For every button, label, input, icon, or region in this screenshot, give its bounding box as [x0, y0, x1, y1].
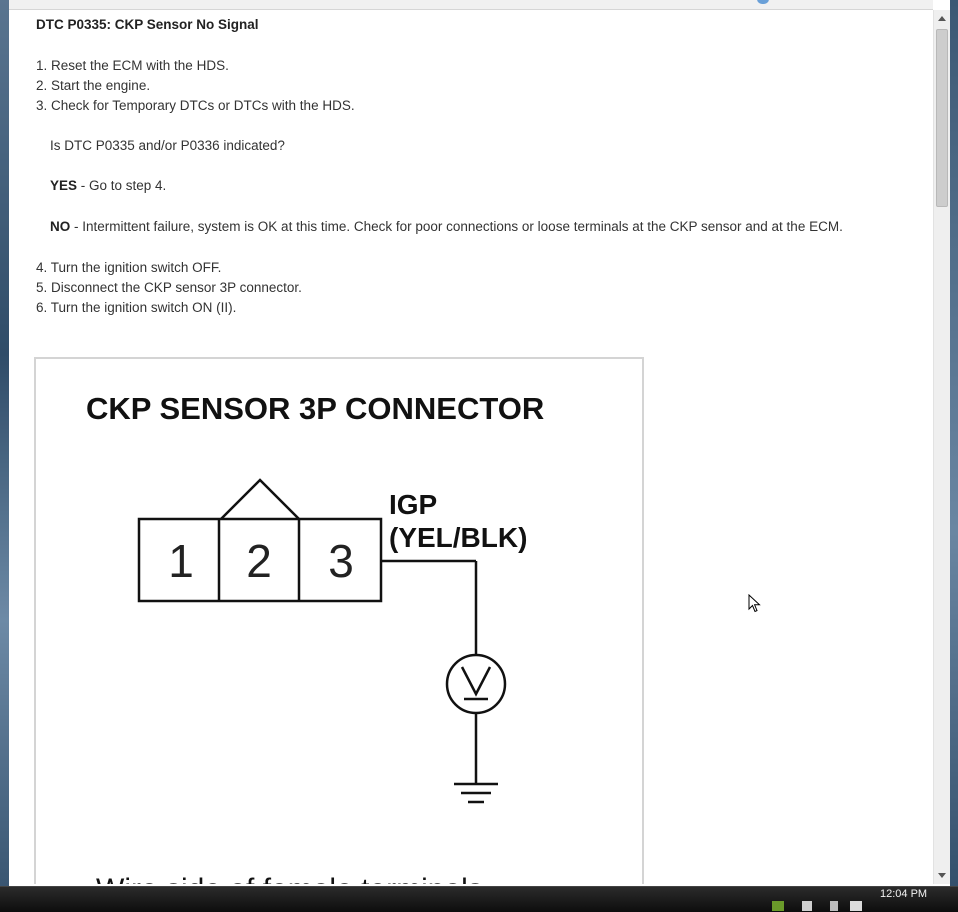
diagram-caption: [96, 873, 483, 884]
no-answer: [50, 217, 843, 237]
voltmeter-v-mark: [462, 667, 490, 694]
connector-diagram: [34, 357, 644, 884]
pin-label: 2: [246, 535, 272, 587]
wire-color-label: (YEL/BLK): [389, 522, 528, 553]
desktop-left-edge: [0, 0, 9, 886]
window-top-frame: [9, 0, 933, 10]
step-item: 6. Turn the ignition switch ON (II).: [36, 300, 237, 315]
scroll-up-arrow-icon[interactable]: [934, 10, 950, 27]
step-item: 1. Reset the ECM with the HDS.: [36, 58, 229, 73]
step-item: 2. Start the engine.: [36, 78, 151, 93]
voltmeter-symbol-icon: [447, 655, 505, 713]
pin-label: 3: [328, 535, 354, 587]
vertical-scrollbar[interactable]: [933, 10, 950, 884]
mouse-cursor-icon: [748, 594, 762, 614]
yes-answer: [50, 176, 166, 196]
volume-icon[interactable]: [850, 901, 862, 911]
connector-lock-tab: [221, 480, 299, 519]
diagram-heading: CKP SENSOR 3P CONNECTOR: [86, 391, 545, 426]
no-label: NO: [50, 219, 71, 234]
page-title: DTC P0335: CKP Sensor No Signal: [36, 17, 259, 32]
taskbar: [0, 886, 958, 912]
step-list-1: [36, 56, 355, 116]
toolbar-icon[interactable]: [757, 0, 769, 4]
step-item: 4. Turn the ignition switch OFF.: [36, 260, 222, 275]
desktop-right-edge: [950, 0, 958, 886]
network-icon[interactable]: [802, 901, 812, 911]
pin-label: 1: [168, 535, 194, 587]
wire-label-igp: IGP: [389, 489, 438, 520]
scroll-thumb[interactable]: [936, 29, 948, 207]
signal-icon[interactable]: [830, 901, 838, 911]
no-text: - Intermittent failure, system is OK at this time. Check for poor connections or loose terminals at the CKP sensor and at the ECM.: [70, 219, 843, 234]
step-item: 3. Check for Temporary DTCs or DTCs with the HDS.: [36, 98, 355, 113]
yes-label: YES: [50, 178, 78, 193]
question-text: Is DTC P0335 and/or P0336 indicated?: [50, 138, 285, 153]
tray-app-icon[interactable]: [772, 901, 784, 911]
ground-symbol-icon: [454, 784, 498, 802]
connector-diagram-svg: [36, 359, 642, 884]
scroll-down-arrow-icon[interactable]: [934, 867, 950, 884]
yes-text: - Go to step 4.: [77, 178, 167, 193]
step-list-2: [36, 258, 302, 318]
taskbar-clock[interactable]: 12:04 PM: [880, 888, 928, 900]
step-item: 5. Disconnect the CKP sensor 3P connector.: [36, 280, 302, 295]
browser-window: [9, 0, 950, 886]
document-content: [9, 10, 933, 884]
